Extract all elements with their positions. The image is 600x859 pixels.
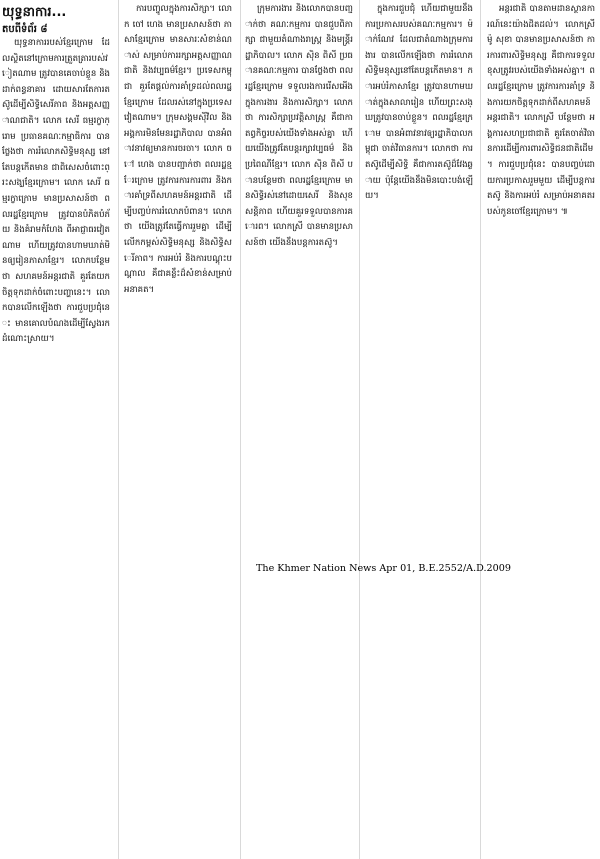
article-column-1 [2,36,110,854]
article-column-3 [245,2,353,854]
column-divider [118,0,119,859]
column-text: អន្តរជាតិ បានតាមដានស្ថានការណ៍នេះយ៉ាងដិតដល់។ លោកស្រី ម៉ូ សុខា បានមានប្រសាសន៍ថា ការការពារសិទ្ធិមនុស្ស គឺជាការទទួលខុសត្រូវរបស់យើងទាំងអស់គ្នា។ ពលរដ្ឋខ្មែរក្រោម ត្រូវការការគាំទ្រ និងការយកចិត្តទុកដាក់ពីសហគមន៍អន្តរជាតិ។ លោកស្រី បន្ថែមថា អង្គការសហប្រជាជាតិ គួរតែចាត់វិធានការដើម្បីការពារសិទ្ធិជនជាតិដើម។ ការជួបប្រជុំនេះ បានបញ្ចប់ដោយការប្រកាសរួមមួយ ដើម្បីបន្តការតស៊ូ និងការអប់រំ សម្រាប់អនាគតរបស់កូនចៅខ្មែរក្រោម។ ៕ [487,4,595,217]
column-divider [359,0,360,859]
article-title: យុទ្ធនាការ... [2,5,67,20]
column-text: ក្នុងការជួបជុំ ហើយជាមួយនឹងការប្រកាសរបស់គណៈកម្មការ។ ម៉ាក់ណែវ ដែលជាតំណាងក្រុមការងារ បានលើកឡើងថា ការរំលោភសិទ្ធិមនុស្សនៅតែបន្តកើតមាន។ ការអប់រំភាសាខ្មែរ ត្រូវបានហាមឃាត់ក្នុងសាលារៀន ហើយព្រះសង្ឃត្រូវបានចាប់ខ្លួន។ ពលរដ្ឋខ្មែរក្រោម បានអំពាវនាវឲ្យរដ្ឋាភិបាលកម្ពុជា ចាត់វិធានការ។ លោកថា ការតស៊ូដើម្បីសិទ្ធិ គឺជាការតស៊ូដ៏វែងឆ្ងាយ ប៉ុន្តែយើងនឹងមិនបោះបង់ឡើយ។ [365,4,473,202]
column-text: ក្រុមការងារ និងលោកបានបញ្ជាក់ថា គណៈកម្មការ បានជួបពិភាក្សា ជាមួយតំណាងរាស្ត្រ និងមន្ត្រីរដ្ឋាភិបាល។ លោក ស៊ិន ពិសី ប្រធានគណៈកម្មការ បានថ្លែងថា ពលរដ្ឋខ្មែរក្រោម ទទួលរងការរើសអើងក្នុងការងារ និងការសិក្សា។ លោកថា ការសិក្សាប្រវត្តិសាស្ត្រ គឺជាកាតព្វកិច្ចរបស់យើងទាំងអស់គ្នា ហើយយើងត្រូវតែបន្តរក្សាវប្បធម៌ និងប្រពៃណីខ្មែរ។ លោក ស៊ិន ពិសី បានបន្ថែមថា ពលរដ្ឋខ្មែរក្រោម មានសិទ្ធិរស់នៅដោយសេរី និងសុខសន្តិភាព ហើយគួរទទួលបានការគោរព។ លោកស្រី បានមានប្រសាសន៍ថា យើងនឹងបន្តការតស៊ូ។ [245,4,353,248]
column-text: យុទ្ធនាការរបស់ខ្មែរក្រោម ដែលស្ថិតនៅក្រោមការត្រួតត្រារបស់វៀតណាម ត្រូវបានគេចាប់ខ្លួន និងដាក់ពន្ធនាគារ ដោយសារតែការតស៊ូដើម្បីសិទ្ធិសេរីភាព និងអត្តសញ្ញាណជាតិ។ លោក សេរី ធម្មរក្ខាក្រោម ប្រធានគណៈកម្មាធិការ បានថ្លែងថា ការរំលោភសិទ្ធិមនុស្ស នៅតែបន្តកើតមាន ជាពិសេសចំពោះព្រះសង្ឃខ្មែរក្រោម។ លោក សេរី ធម្មរក្ខាក្រោម មានប្រសាសន៍ថា ពលរដ្ឋខ្មែរក្រោម ត្រូវបានបំភិតបំភ័យ និងគំរាមកំហែង ពីអាជ្ញាធរវៀតណាម ហើយត្រូវបានហាមឃាត់មិនឲ្យរៀនភាសាខ្មែរ។ លោកបន្ថែមថា សហគមន៍អន្តរជាតិ គួរតែយកចិត្តទុកដាក់ចំពោះបញ្ហានេះ។ លោកបានលើកឡើងថា ការជួបប្រជុំនេះ មានគោលបំណងដើម្បីស្វែងរកដំណោះស្រាយ។ [2,38,110,345]
column-divider [240,0,241,859]
article-column-2 [124,2,232,854]
column-divider [480,0,481,859]
article-column-5 [487,2,595,854]
column-text: ការបញ្ចូលក្នុងការសិក្សា។ លោក ចៅ ហេង មានប្រសាសន៍ថា ភាសាខ្មែរក្រោម មានសារៈសំខាន់ណាស់ សម្រាប់ការរក្សាអត្តសញ្ញាណជាតិ និងវប្បធម៌ខ្មែរ។ ប្រទេសកម្ពុជា គួរតែផ្តល់ការគាំទ្រដល់ពលរដ្ឋខ្មែរក្រោម ដែលរស់នៅក្នុងប្រទេសវៀតណាម។ ក្រុមសង្គមស៊ីវិល និងអង្គការមិនមែនរដ្ឋាភិបាល បានអំពាវនាវឲ្យមានការចរចា។ លោក ចៅ ហេង បានបញ្ជាក់ថា ពលរដ្ឋខ្មែរក្រោម ត្រូវការការការពារ និងការគាំទ្រពីសហគមន៍អន្តរជាតិ ដើម្បីបញ្ចប់ការរំលោភបំពាន។ លោកថា យើងត្រូវតែធ្វើការរួមគ្នា ដើម្បីលើកកម្ពស់សិទ្ធិមនុស្ស និងសិទ្ធិសេរីភាព។ ការអប់រំ និងការបណ្តុះបណ្តាល គឺជាគន្លឹះដ៏សំខាន់សម្រាប់អនាគត។ [124,4,232,295]
publication-credit: The Khmer Nation News Apr 01, B.E.2552/A.D.2009 [256,563,511,574]
continued-from-label: តបពីទំព័រ ៨ [2,24,48,35]
article-column-4 [365,2,473,562]
